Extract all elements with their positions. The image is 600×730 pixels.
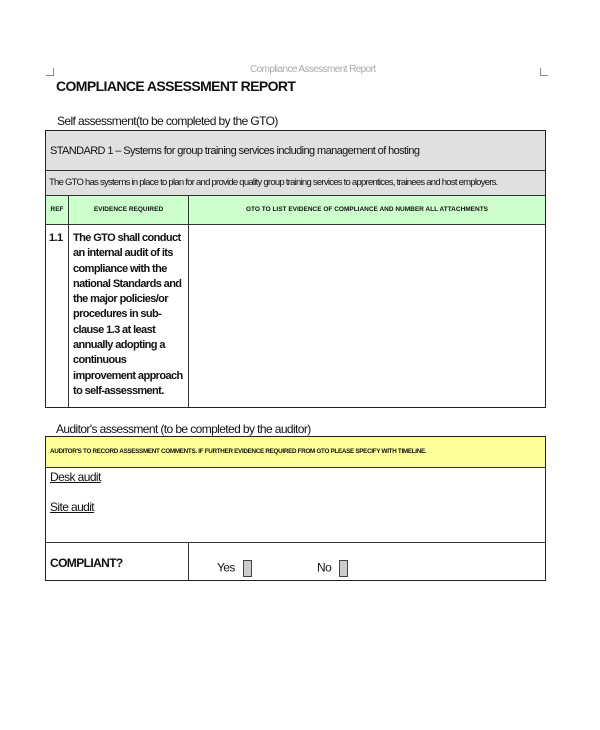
col-evidence: EVIDENCE REQUIRED <box>69 196 189 224</box>
site-audit-label: Site audit <box>50 500 95 514</box>
instruction-text: AUDITOR'S TO RECORD ASSESSMENT COMMENTS. IF FURTHER EVIDENCE REQUIRED FROM GTO PLEASE SPECIFY WITH TIMELINE. <box>50 448 427 455</box>
statement-text: The GTO has systems in place to plan for and provide quality group training services to apprentices, trainees and host employers. <box>49 177 498 188</box>
auditor-heading: Auditor's assessment (to be completed by the auditor) <box>56 422 311 436</box>
no-label: No <box>317 560 332 575</box>
running-header: Compliance Assessment Report <box>250 64 376 75</box>
table-row <box>46 225 545 407</box>
self-assessment-heading: Self assessment(to be completed by the GTO) <box>57 114 278 128</box>
yes-label: Yes <box>217 560 235 575</box>
self-assessment-table <box>45 130 546 408</box>
no-option[interactable] <box>317 560 348 577</box>
column-header-row <box>46 196 545 225</box>
col-gto-evidence: GTO TO LIST EVIDENCE OF COMPLIANCE AND NUMBER ALL ATTACHMENTS <box>245 206 489 213</box>
instruction-row <box>46 437 545 468</box>
gto-evidence-input[interactable] <box>189 225 545 407</box>
no-checkbox[interactable] <box>339 560 348 577</box>
crop-mark-right <box>540 68 548 76</box>
page-title: COMPLIANCE ASSESSMENT REPORT <box>56 78 296 94</box>
evidence-cell: The GTO shall conduct an internal audit of its compliance with the national Standards and the major policies/or procedures in sub-clause 1.3 at least annually adopting a continuous improvement approach to self-assessment. <box>69 225 189 407</box>
compliant-label: COMPLIANT? <box>46 543 189 580</box>
auditor-table <box>45 436 546 581</box>
crop-mark-left <box>46 68 54 76</box>
compliant-row <box>46 543 545 580</box>
statement-row <box>46 171 545 196</box>
standard-text: STANDARD 1 – Systems for group training services including management of hosting <box>50 145 420 157</box>
col-ref: REF <box>46 196 69 224</box>
audit-comments-cell[interactable] <box>46 468 545 543</box>
standard-row <box>46 131 545 171</box>
yes-checkbox[interactable] <box>243 560 252 577</box>
desk-audit-label: Desk audit <box>50 470 101 484</box>
yes-option[interactable] <box>217 560 252 577</box>
ref-cell: 1.1 <box>46 225 69 407</box>
